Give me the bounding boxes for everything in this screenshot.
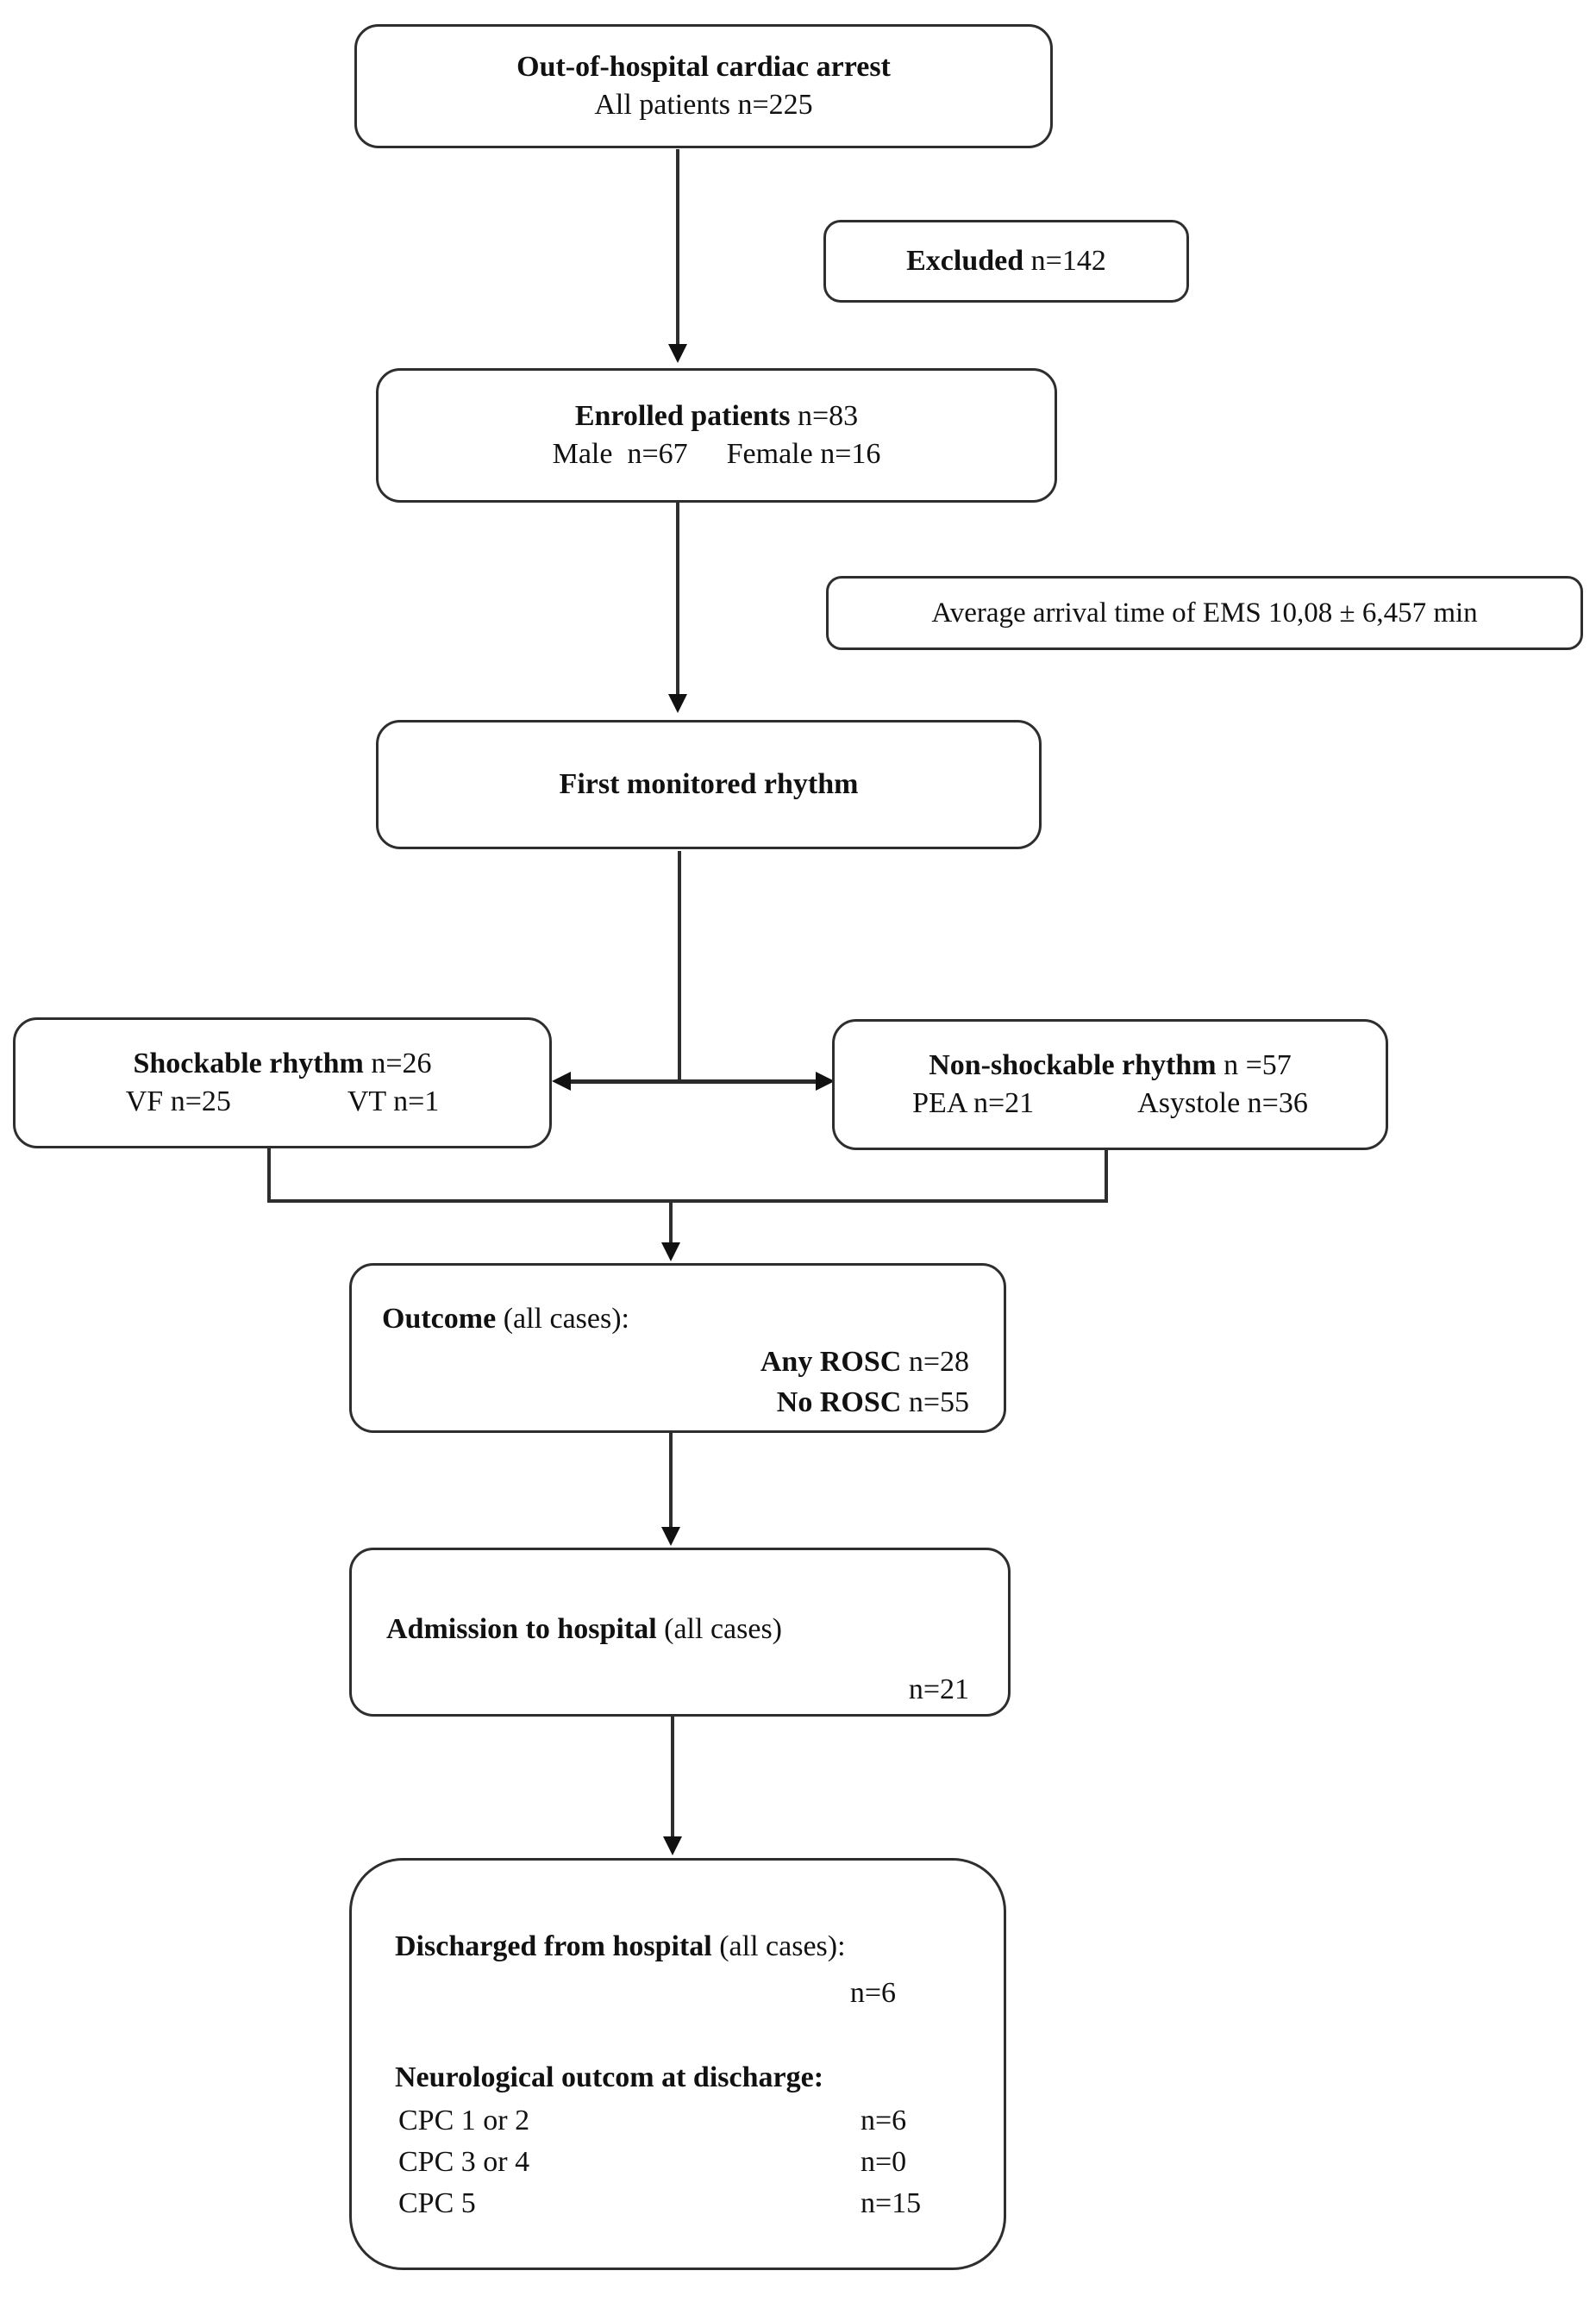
arrowhead-down-enrolled: [668, 344, 687, 363]
shockable-title-bold: Shockable rhythm: [133, 1048, 364, 1079]
excluded-label-bold: Excluded: [906, 245, 1024, 277]
connector-merge-to-outcome: [669, 1203, 673, 1244]
discharged-heading: [395, 1928, 846, 1966]
shockable-detail: [126, 1083, 440, 1121]
enrolled-title: [575, 397, 858, 435]
nonshockable-asystole-count: Asystole n=36: [1137, 1087, 1308, 1119]
discharged-count: n=6: [849, 1977, 896, 2009]
first-rhythm-title: First monitored rhythm: [559, 768, 859, 800]
nonshockable-detail: [912, 1085, 1308, 1123]
admission-heading: [386, 1611, 782, 1648]
box-ems-arrival-note: [826, 576, 1583, 650]
enrolled-title-bold: Enrolled patients: [574, 400, 791, 432]
cpc-3-4-count: n=0: [861, 2146, 907, 2178]
box-first-monitored-rhythm: [376, 720, 1042, 849]
connector-first-rhythm-stem: [678, 851, 681, 1082]
connector-enrolled-to-first-rhythm: [676, 503, 679, 694]
cpc-5-label: CPC 5: [398, 2187, 476, 2219]
shockable-title: [133, 1045, 431, 1083]
excluded-label: [906, 242, 1106, 280]
admission-heading-rest: (all cases): [656, 1613, 783, 1645]
outcome-heading: [382, 1300, 629, 1338]
enrolled-female-count: Female n=16: [726, 438, 881, 470]
connector-merge-line: [267, 1199, 1108, 1203]
no-rosc-label: No ROSC: [776, 1386, 902, 1418]
connector-nonshockable-drop: [1105, 1150, 1108, 1203]
enrolled-title-rest: n=83: [790, 400, 859, 432]
neurological-outcome-heading: Neurological outcom at discharge:: [395, 2061, 824, 2093]
cpc-1-2-label: CPC 1 or 2: [398, 2105, 530, 2136]
enrolled-male-count: Male n=67: [552, 438, 688, 470]
no-rosc-count: n=55: [901, 1386, 969, 1418]
excluded-label-rest: n=142: [1023, 245, 1106, 277]
box-admission-to-hospital: [349, 1548, 1011, 1717]
connector-ohca-to-enrolled: [676, 149, 679, 344]
outcome-row-no-rosc: [760, 1382, 969, 1423]
discharged-heading-bold: Discharged from hospital: [395, 1930, 712, 1962]
outcome-row-any-rosc: [760, 1342, 969, 1382]
cpc-row-5: [398, 2183, 969, 2224]
arrowhead-down-outcome: [661, 1242, 680, 1261]
admission-count: n=21: [908, 1673, 969, 1705]
box-shockable-rhythm: [13, 1017, 552, 1148]
nonshockable-pea-count: PEA n=21: [912, 1087, 1035, 1119]
arrowhead-left-shockable: [552, 1072, 571, 1091]
box-out-of-hospital-cardiac-arrest: [354, 24, 1053, 148]
cpc-3-4-label: CPC 3 or 4: [398, 2146, 530, 2178]
nonshockable-title: [929, 1047, 1292, 1085]
nonshockable-title-bold: Non-shockable rhythm: [929, 1049, 1217, 1081]
shockable-title-rest: n=26: [363, 1048, 432, 1079]
outcome-heading-rest: (all cases):: [496, 1303, 629, 1335]
cpc-1-2-count: n=6: [861, 2105, 907, 2136]
discharged-heading-rest: (all cases):: [711, 1930, 846, 1962]
arrowhead-down-admission: [661, 1527, 680, 1546]
any-rosc-count: n=28: [901, 1346, 969, 1378]
box-non-shockable-rhythm: [832, 1019, 1388, 1150]
connector-shockable-drop: [267, 1148, 271, 1203]
cpc-rows: [398, 2100, 969, 2224]
ohca-subtitle: All patients n=225: [594, 89, 813, 121]
arrowhead-down-first-rhythm: [668, 694, 687, 713]
arrowhead-down-discharged: [663, 1836, 682, 1855]
outcome-heading-bold: Outcome: [382, 1303, 497, 1335]
cpc-5-count: n=15: [861, 2187, 922, 2219]
box-enrolled-patients: [376, 368, 1057, 503]
ohca-title: Out-of-hospital cardiac arrest: [516, 51, 891, 83]
box-discharged-from-hospital: [349, 1858, 1006, 2270]
shockable-vf-count: VF n=25: [125, 1085, 231, 1117]
box-excluded: [823, 220, 1189, 303]
ems-note-text: Average arrival time of EMS 10,08 ± 6,457 min: [931, 597, 1478, 629]
cpc-row-3-or-4: [398, 2142, 969, 2183]
box-outcome: [349, 1263, 1006, 1433]
enrolled-detail: [553, 435, 881, 473]
any-rosc-label: Any ROSC: [760, 1346, 902, 1378]
connector-admission-to-discharged: [671, 1717, 674, 1837]
nonshockable-title-rest: n =57: [1216, 1049, 1292, 1081]
outcome-rows: [760, 1342, 969, 1423]
connector-rhythm-double-arrow: [569, 1079, 819, 1084]
admission-heading-bold: Admission to hospital: [386, 1613, 657, 1645]
cpc-row-1-or-2: [398, 2100, 969, 2142]
connector-outcome-to-admission: [669, 1433, 673, 1528]
shockable-vt-count: VT n=1: [347, 1085, 440, 1117]
